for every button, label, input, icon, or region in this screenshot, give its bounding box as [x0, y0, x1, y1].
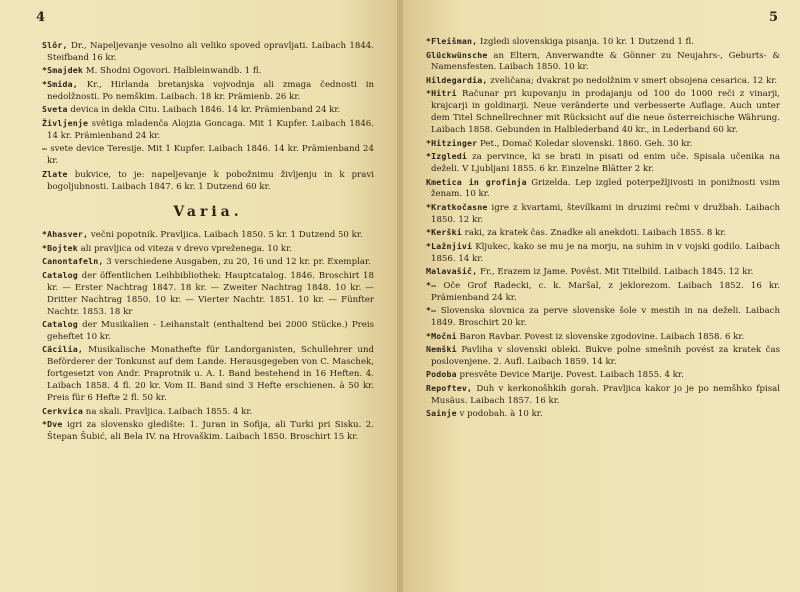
entry-description: Računar pri kupovanju in prodajanju od 100 do 1000 reči z vinarji, krajcarji in goldinarji. Neue veränderte und verbesserte Auflage. Auch unter dem Titel Schnellrechner mit Rücksicht auf die neue österreichische Währung. Laibach 1858. Gebunden in Halblederband 40 kr., in Lederband 60 kr.	[431, 89, 780, 136]
entry-description: zveličana; dvakrat po nedolžnim v smert obsojena cesarica. 12 kr.	[487, 75, 778, 86]
entry-description: Kljukec, kako se mu je na morju, na suhim in v vojski godilo. Laibach 1856. 14 kr.	[431, 241, 780, 264]
entry-description: Izgledi slovenskiga pisanja. 10 kr. 1 Dutzend 1 fl.	[477, 37, 694, 47]
entry-headword: Repoftev,	[426, 382, 473, 393]
section-title-varia: Varia.	[173, 204, 243, 221]
catalog-entry	[426, 305, 780, 330]
entry-list-top	[42, 40, 374, 193]
catalog-entry	[42, 319, 374, 344]
catalog-entry	[426, 50, 780, 75]
entry-headword: *Smida,	[42, 78, 78, 89]
entry-headword: *Bojtek	[42, 242, 78, 253]
entry-description: ali pravljica od viteza v drevo vpreženega. 10 kr.	[77, 243, 293, 254]
catalog-entry	[42, 118, 374, 143]
entry-headword: Kmetica in grofinja	[426, 176, 527, 187]
entry-description: raki, za kratek čas. Znadke ali anekdoti. Laibach 1855. 8 kr.	[461, 228, 727, 239]
catalog-entry	[426, 383, 780, 408]
entry-headword: *Izgledi	[426, 151, 468, 162]
entry-headword: *Hitzinger	[426, 137, 478, 148]
entry-headword: *Fleišman,	[426, 36, 478, 46]
catalog-entry	[42, 344, 374, 405]
entry-description: svêtiga mladenča Alojzia Goncaga. Mit 1 Kupfer. Laibach 1846. 14 kr. Prämienband 24 kr.	[47, 118, 374, 141]
catalog-entry	[426, 266, 780, 279]
entry-description: Slovenska slovnica za perve slovenske šole v mestih in na deželi. Laibach 1849. Broschirt 20 kr.	[431, 306, 780, 329]
entry-description: v podobah. à 10 kr.	[456, 409, 543, 420]
entry-description: Musikalische Monathefte für Landorganisten, Schullehrer und Beförderer der Tonkunst auf dem Lande. Herausgegeben von C. Maschek, fortgesetzt von Andr. Praprotnik u. A. I. Band bestehend in 16 Heften. 4. Laibach 1858. 4 fl. 20 kr. Vom II. Band sind 3 Hefte erschienen. à 50 kr. Preis für 6 Hefte 2 fl. 50 kr.	[47, 345, 374, 404]
entry-headword: *Smajdek	[42, 65, 84, 76]
entry-headword: Malavašič,	[426, 266, 478, 277]
catalog-entry	[42, 243, 374, 256]
entry-description: Oče Grof Radecki, c. k. Maršal, z jeklorezom. Laibach 1852. 16 kr. Prämienband 24 kr.	[431, 280, 780, 303]
catalog-entry	[426, 177, 780, 202]
page-number-right: 5	[768, 10, 778, 25]
entry-headword: *Ahasver,	[42, 229, 89, 240]
catalog-entry	[42, 40, 374, 65]
entry-headword: Sainje	[426, 408, 457, 419]
entry-headword: *Kerški	[426, 227, 462, 238]
entry-headword: Sveta	[42, 104, 68, 115]
catalog-entry	[426, 408, 780, 421]
entry-headword: —	[42, 143, 48, 154]
catalog-entry	[426, 241, 780, 266]
catalog-entry	[426, 331, 780, 344]
catalog-entry	[426, 88, 780, 137]
catalog-entry	[426, 202, 780, 227]
entry-description: M. Shodni Ogovori. Halbleinwandb. 1 fl.	[83, 66, 262, 77]
entry-description: igre z kvartami, števílkami in druzimi rečmi v družbah. Laibach 1850. 12 kr.	[431, 202, 780, 225]
entry-description: Baron Ravbar. Povest iz slovenske zgodovine. Laibach 1858. 6 kr.	[456, 331, 745, 342]
entry-headword: *—	[426, 305, 437, 316]
entry-description: 3 verschiedene Ausgaben, zu 20, 16 und 12 kr. pr. Exemplar.	[103, 257, 371, 268]
catalog-entry	[426, 36, 780, 49]
entry-description: Dr., Napeljevanje vesolno ali veliko spoved opravljati. Laibach 1844. Steifband 16 kr.	[47, 41, 374, 63]
catalog-entry	[42, 104, 374, 117]
catalog-entry	[42, 79, 374, 104]
entry-description: za pervince, ki se brati in pisati od enim uče. Spisala učenika na deželi. V Ljubljani 1855. 6 kr. Einzelne Blätter 2 kr.	[431, 152, 780, 175]
catalog-entry	[42, 256, 374, 269]
entry-description: Grizelda. Lep izgled poterpežljivosti in ponižnosti vsim ženam. 10 kr.	[431, 177, 780, 200]
entry-headword: *—	[426, 279, 437, 290]
entry-description: der Musikalien - Leihanstalt (enthaltend bei 2000 Stücke.) Preis geheftet 10 kr.	[47, 320, 374, 342]
entry-headword: Cerkvica	[42, 405, 84, 416]
catalog-entry	[42, 270, 374, 319]
entry-headword: *Dve	[42, 419, 63, 430]
catalog-entry	[426, 75, 780, 88]
catalog-entry	[42, 229, 374, 242]
entry-description: presvête Device Marije. Povest. Laibach 1855. 4 kr.	[456, 370, 684, 381]
entry-headword: *Kratkočasne	[426, 201, 488, 212]
left-page-column	[42, 40, 374, 445]
entry-description: devica in dekla Citu. Laibach 1846. 14 kr. Prämienband 24 kr.	[67, 105, 341, 116]
entry-description: na skali. Pravljica. Laibach 1855. 4 kr.	[83, 406, 253, 417]
catalog-entry	[426, 369, 780, 382]
entry-description: Kr., Hirlanda bretanjska vojvodnja ali zmaga čednosti in nedolžnosti. Po nemškim. Laibach. 18 kr. Prämienb. 26 kr.	[47, 79, 374, 102]
book-gutter	[397, 0, 403, 592]
entry-headword: Slôr,	[42, 40, 68, 50]
catalog-entry	[426, 280, 780, 305]
entry-description: svete device Teresije. Mit 1 Kupfer. Laibach 1846. 14 kr. Prämienband 24 kr.	[47, 144, 374, 167]
right-page-column	[426, 36, 780, 422]
entry-description: igri za slovensko gledište: 1. Juran in Sofija, ali Turki pri Sisku. 2. Štepan Šubić, ali Bela IV. na Hrovaškim. Laibach 1850. Broschirt 15 kr.	[47, 420, 374, 442]
entry-description: Duh v kerkonošhkih gorah. Pravljica kakor jo je po nemšhko fpisal Musäus. Laibach 1857. 16 kr.	[431, 383, 780, 406]
entry-headword: Canontafeln,	[42, 256, 104, 267]
catalog-entry	[426, 138, 780, 151]
entry-headword: Catalog	[42, 269, 78, 280]
entry-description: der öffentlichen Leihbibliothek: Hauptcatalog. 1846. Broschirt 18 kr. — Erster Nachtrag 1847. 18 kr. — Zweiter Nachtrag 1848. 10 kr. — Dritter Nachtrag 1850. 10 kr. — Vierter Nachtr. 1851. 10 kr. — Fünfter Nachtr. 1853. 18 kr	[47, 270, 374, 317]
entry-headword: *Lažnjivi	[426, 240, 473, 251]
entry-headword: Hildegardia,	[426, 74, 488, 85]
entry-headword: Življenje	[42, 117, 89, 128]
entry-headword: Podoba	[426, 369, 457, 380]
catalog-entry	[42, 169, 374, 194]
catalog-entry	[426, 344, 780, 369]
right-page	[400, 0, 800, 592]
entry-list-right	[426, 36, 780, 421]
entry-description: Pavliha v slovenski obleki. Bukve polne smešnih povést za kratek čas poslovenjene. 2. Aufl. Laibach 1859. 14 kr.	[431, 345, 780, 367]
entry-headword: Nemški	[426, 344, 457, 355]
entry-headword: Glückwünsche	[426, 49, 488, 60]
catalog-entry	[42, 406, 374, 419]
catalog-entry	[42, 65, 374, 78]
entry-headword: *Močni	[426, 330, 457, 341]
entry-description: bukvice, to je: napeljevanje k pobožnimu življenju in k pravi bogoljubnosti. Laibach 1847. 6 kr. 1 Dutzend 60 kr.	[47, 169, 374, 192]
entry-headword: Zlate	[42, 168, 68, 179]
entry-headword: Cäcilia,	[42, 344, 84, 355]
entry-headword: Catalog	[42, 319, 78, 330]
catalog-entry	[42, 143, 374, 168]
entry-description: Pet., Domač Koledar slovenski. 1860. Geh. 30 kr.	[477, 138, 693, 149]
entry-list-varia	[42, 229, 374, 444]
entry-description: an Eltern, Anverwandte & Gönner zu Neujahrs-, Geburts- & Namensfesten. Laibach 1850. 10 kr.	[431, 50, 780, 73]
catalog-entry	[426, 151, 780, 176]
catalog-entry	[426, 227, 780, 240]
entry-description: Fr., Erazem iz Jame. Povêst. Mit Titelbild. Laibach 1845. 12 kr.	[477, 267, 754, 278]
entry-description: večni popotnik. Pravljica. Laibach 1850. 5 kr. 1 Dutzend 50 kr.	[88, 230, 363, 241]
page-number-left: 4	[36, 10, 46, 25]
catalog-entry	[42, 419, 374, 444]
entry-headword: *Hitri	[426, 88, 457, 99]
